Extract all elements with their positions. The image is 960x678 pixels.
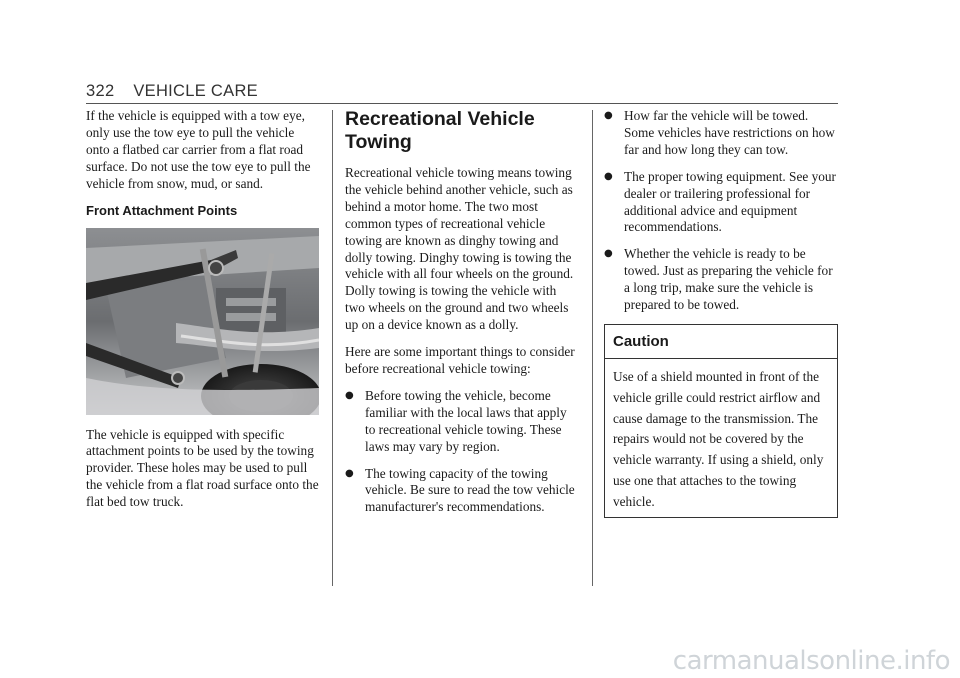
bullet-list [345,388,579,516]
caution-text: Use of a shield mounted in front of the vehicle grille could restrict airflow and cause damage to the transmission. The repairs would not be covered by the vehicle warranty. If using a shield, only use one that attaches to the towing vehicle. [613,368,824,509]
column-divider [332,110,333,586]
paragraph: Here are some important things to consider before recreational vehicle towing: [345,344,575,376]
bullet-icon: ● [604,248,613,260]
section-heading: Recreational Vehicle Towing [345,108,535,153]
column-1 [86,108,320,521]
header-rule [86,103,838,104]
page-number: 322 [86,82,115,100]
bullet-icon: ● [345,389,354,401]
column-2 [345,108,579,526]
list-item: ● The proper towing equipment. See your dealer or trailering professional for additional advice and equipment recommendations. [604,168,836,235]
section-title: VEHICLE CARE [133,82,258,100]
paragraph: The vehicle is equipped with specific attachment points to be used by the towing provider. These holes may be used to pull the vehicle from a flat road surface onto the flat bed tow truck. [86,426,319,510]
list-item: ● Whether the vehicle is ready to be towed. Just as preparing the vehicle for a long trip, make sure the vehicle is prepared to be towed. [604,246,833,313]
caution-title: Caution [605,325,837,359]
watermark-footer: carmanualsonline.info [672,646,950,676]
list-item: ● The towing capacity of the towing vehicle. Be sure to read the tow vehicle manufacturer's recommendations. [345,465,575,515]
column-divider [592,110,593,586]
column-3 [604,108,838,518]
bullet-icon: ● [604,170,613,182]
attachment-points-photo [86,228,319,415]
subheading: Front Attachment Points [86,202,238,218]
caution-box [604,324,838,518]
paragraph: Recreational vehicle towing means towing the vehicle behind another vehicle, such as behind a motor home. The two most common types of recreational vehicle towing are known as dinghy towing and dolly towing. Dinghy towing is towing the vehicle with all four wheels on the ground. Dolly towing is towing the vehicle with two wheels on the ground and two wheels up on a device known as a dolly. [345,165,574,333]
bullet-list [604,108,838,314]
list-item: ● How far the vehicle will be towed. Some vehicles have restrictions on how far and how long they can tow. [604,108,835,157]
page-header [86,82,258,101]
bullet-icon: ● [604,110,613,121]
paragraph: If the vehicle is equipped with a tow eye, only use the tow eye to pull the vehicle onto a flatbed car carrier from a flat road surface. Do not use the tow eye to pull the vehicle from snow, mud, or sand. [86,108,311,191]
list-item: ● Before towing the vehicle, become familiar with the local laws that apply to recreational vehicle towing. These laws may vary by region. [345,387,567,454]
bullet-icon: ● [345,467,354,479]
